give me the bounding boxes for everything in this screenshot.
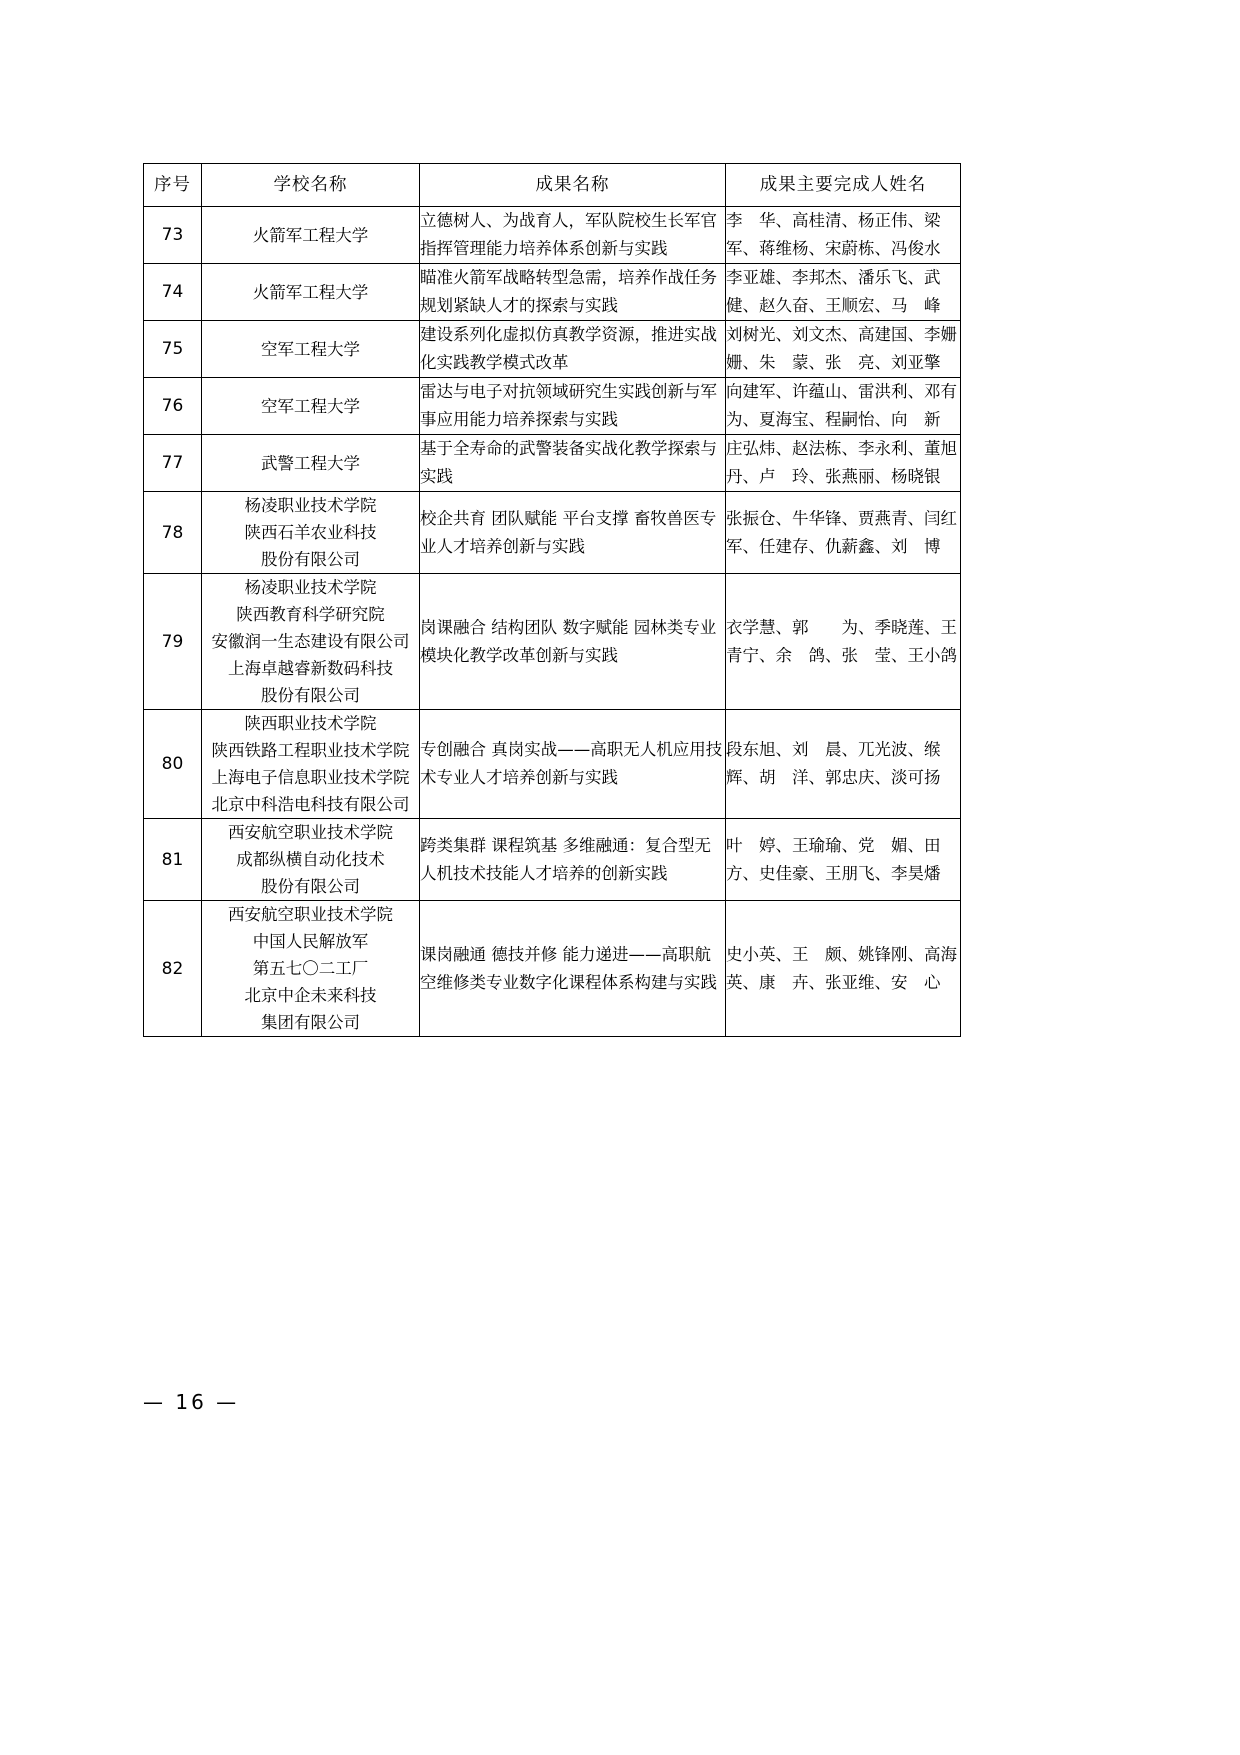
row-title: 建设系列化虚拟仿真教学资源，推进实战化实践教学模式改革 (420, 321, 726, 378)
row-title: 基于全寿命的武警装备实战化教学探索与实践 (420, 435, 726, 492)
row-school (202, 435, 420, 492)
school-name-line: 集团有限公司 (261, 1013, 360, 1032)
row-no: 81 (144, 819, 202, 901)
table-row (144, 378, 961, 435)
row-school (202, 492, 420, 574)
table-header-row (144, 164, 961, 207)
row-title: 瞄准火箭军战略转型急需，培养作战任务规划紧缺人才的探索与实践 (420, 264, 726, 321)
row-people: 李 华、高桂清、杨正伟、梁 军、蒋维杨、宋蔚栋、冯俊水 (726, 207, 961, 264)
table-row (144, 574, 961, 710)
row-no: 79 (144, 574, 202, 710)
school-name-line: 股份有限公司 (261, 550, 360, 569)
table-body (144, 207, 961, 1037)
row-school (202, 819, 420, 901)
results-table (143, 163, 961, 1037)
school-name-line: 陕西铁路工程职业技术学院 (211, 741, 410, 760)
row-title: 专创融合 真岗实战——高职无人机应用技术专业人才培养创新与实践 (420, 710, 726, 819)
row-people: 段东旭、刘 晨、兀光波、缑 辉、胡 洋、郭忠庆、淡可扬 (726, 710, 961, 819)
school-name-line: 杨凌职业技术学院 (244, 578, 377, 597)
row-title: 校企共育 团队赋能 平台支撑 畜牧兽医专业人才培养创新与实践 (420, 492, 726, 574)
row-people: 刘树光、刘文杰、高建国、李姗姗、朱 蒙、张 亮、刘亚擎 (726, 321, 961, 378)
row-school (202, 264, 420, 321)
school-name-line: 上海电子信息职业技术学院 (211, 768, 410, 787)
row-no: 77 (144, 435, 202, 492)
table-row (144, 321, 961, 378)
column-header-no: 序号 (144, 164, 202, 207)
row-no: 78 (144, 492, 202, 574)
table-row (144, 710, 961, 819)
table-row (144, 264, 961, 321)
row-school (202, 710, 420, 819)
school-name-line: 火箭军工程大学 (252, 282, 369, 302)
row-school (202, 207, 420, 264)
school-name-line: 西安航空职业技术学院 (228, 905, 393, 924)
school-name-line: 股份有限公司 (261, 877, 360, 896)
row-people: 史小英、王 颇、姚锋刚、高海英、康 卉、张亚维、安 心 (726, 901, 961, 1037)
school-name-line: 陕西石羊农业科技 (244, 523, 377, 542)
row-no: 76 (144, 378, 202, 435)
row-school (202, 901, 420, 1037)
table-row (144, 207, 961, 264)
row-people: 李亚雄、李邦杰、潘乐飞、武 健、赵久奋、王顺宏、马 峰 (726, 264, 961, 321)
row-title: 立德树人、为战育人，军队院校生长军官指挥管理能力培养体系创新与实践 (420, 207, 726, 264)
row-no: 74 (144, 264, 202, 321)
school-name-line: 西安航空职业技术学院 (228, 823, 393, 842)
school-name-line: 武警工程大学 (261, 453, 360, 473)
school-name-line: 杨凌职业技术学院 (244, 496, 377, 515)
school-name-line: 成都纵横自动化技术 (236, 850, 385, 869)
column-header-people: 成果主要完成人姓名 (726, 164, 961, 207)
column-header-school: 学校名称 (202, 164, 420, 207)
column-header-title: 成果名称 (420, 164, 726, 207)
school-name-line: 北京中企未来科技 (244, 986, 377, 1005)
school-name-line: 陕西教育科学研究院 (236, 605, 385, 624)
school-name-line: 空军工程大学 (261, 339, 360, 359)
page-number: — 16 — (143, 1390, 240, 1414)
row-school (202, 378, 420, 435)
row-no: 75 (144, 321, 202, 378)
row-title: 雷达与电子对抗领域研究生实践创新与军事应用能力培养探索与实践 (420, 378, 726, 435)
row-people: 衣学慧、郭 为、季晓莲、王青宁、余 鸽、张 莹、王小鸽 (726, 574, 961, 710)
school-name-line: 上海卓越睿新数码科技 (228, 659, 393, 678)
table-header (144, 164, 961, 207)
row-people: 张振仓、牛华锋、贾燕青、闫红军、任建存、仇薪鑫、刘 博 (726, 492, 961, 574)
row-no: 82 (144, 901, 202, 1037)
row-title: 岗课融合 结构团队 数字赋能 园林类专业模块化教学改革创新与实践 (420, 574, 726, 710)
table-row (144, 901, 961, 1037)
table-row (144, 492, 961, 574)
school-name-line: 安徽润一生态建设有限公司 (211, 632, 410, 651)
school-name-line: 火箭军工程大学 (252, 225, 369, 245)
row-people: 向建军、许蕴山、雷洪利、邓有为、夏海宝、程嗣怡、向 新 (726, 378, 961, 435)
table-row (144, 435, 961, 492)
table-row (144, 819, 961, 901)
results-table-container (143, 163, 960, 1037)
row-no: 73 (144, 207, 202, 264)
school-name-line: 空军工程大学 (261, 396, 360, 416)
row-school (202, 321, 420, 378)
row-title: 课岗融通 德技并修 能力递进——高职航空维修类专业数字化课程体系构建与实践 (420, 901, 726, 1037)
row-no: 80 (144, 710, 202, 819)
row-people: 叶 婷、王瑜瑜、党 媚、田 方、史佳豪、王朋飞、李昊燔 (726, 819, 961, 901)
school-name-line: 中国人民解放军 (252, 932, 369, 951)
school-name-line: 北京中科浩电科技有限公司 (211, 795, 410, 814)
row-people: 庄弘炜、赵法栋、李永利、董旭丹、卢 玲、张燕丽、杨晓银 (726, 435, 961, 492)
school-name-line: 陕西职业技术学院 (244, 714, 377, 733)
school-name-line: 第五七〇二工厂 (252, 959, 369, 978)
school-name-line: 股份有限公司 (261, 686, 360, 705)
row-school (202, 574, 420, 710)
row-title: 跨类集群 课程筑基 多维融通：复合型无人机技术技能人才培养的创新实践 (420, 819, 726, 901)
